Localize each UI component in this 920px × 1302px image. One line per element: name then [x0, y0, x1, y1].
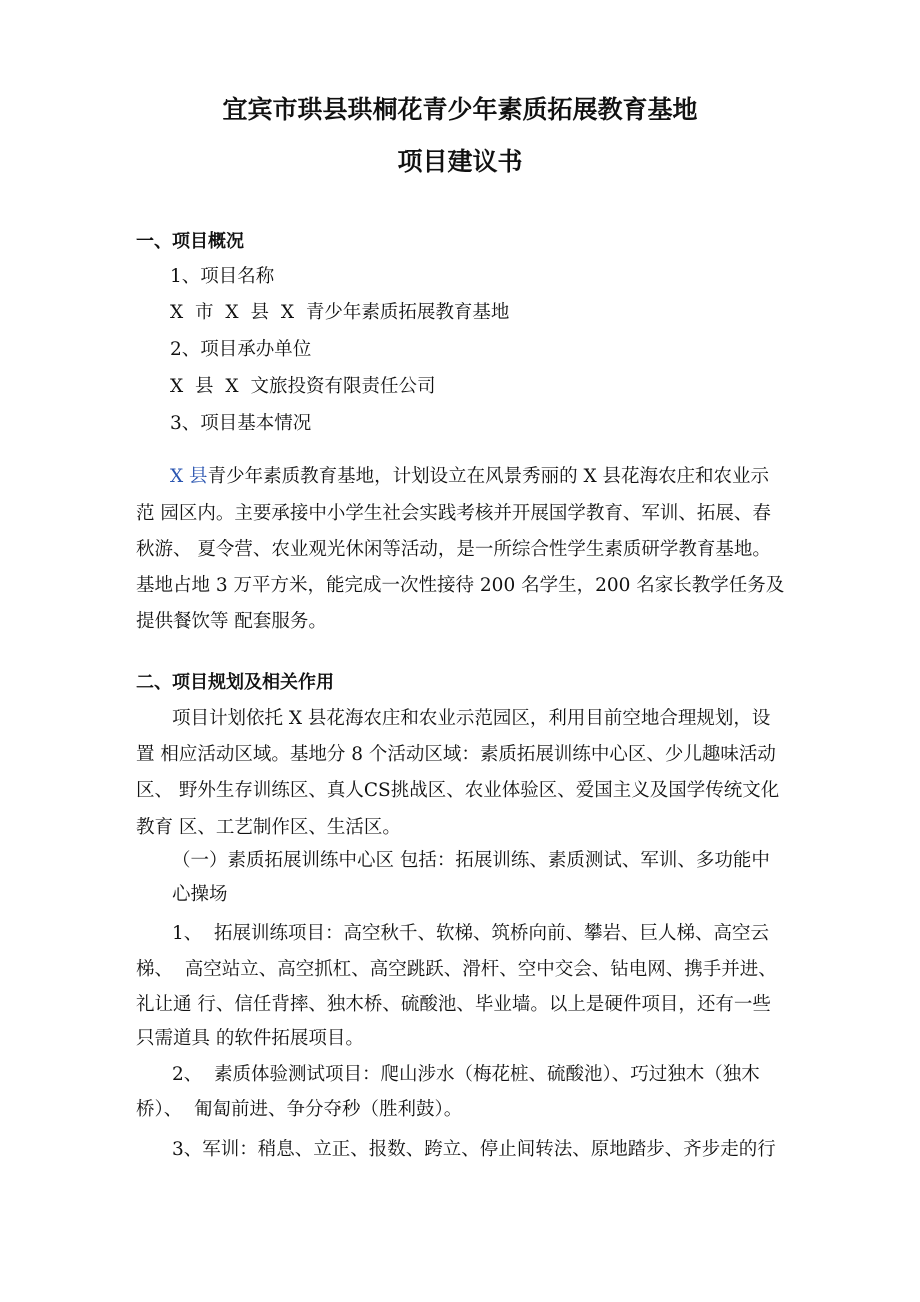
- highlighted-text: X 县: [170, 466, 208, 487]
- paragraph-line: 教育 区、工艺制作区、生活区。: [136, 817, 401, 838]
- item-value: X 市 X 县 X 青少年素质拓展教育基地: [170, 302, 510, 323]
- paragraph-line: 梯、 高空站立、高空抓杠、高空跳跃、滑杆、空中交会、钻电网、携手并进、: [136, 959, 777, 980]
- section-heading: 一、项目概况: [136, 231, 244, 252]
- paragraph-line: 置 相应活动区域。基地分 8 个活动区域：素质拓展训练中心区、少儿趣味活动: [136, 744, 776, 765]
- paragraph-line: 桥）、 匍匐前进、争分夺秒（胜利鼓）。: [136, 1099, 463, 1120]
- section-heading: 二、项目规划及相关作用: [136, 672, 334, 693]
- item-label: 3、项目基本情况: [170, 413, 312, 434]
- paragraph-line: [170, 466, 769, 488]
- item-label: 2、项目承办单位: [170, 339, 312, 360]
- paragraph-line: 礼让通 行、信任背摔、独木桥、硫酸池、毕业墙。以上是硬件项目，还有一些: [136, 994, 771, 1015]
- paragraph-line: 2、 素质体验测试项目：爬山涉水（梅花桩、硫酸池）、巧过独木（独木: [172, 1064, 760, 1085]
- text: 青少年素质教育基地，计划设立在风景秀丽的 X 县花海农庄和农业示: [207, 466, 769, 487]
- paragraph-line: 秋游、 夏令营、农业观光休闲等活动，是一所综合性学生素质研学教育基地。: [136, 539, 771, 560]
- paragraph-line: 1、 拓展训练项目：高空秋千、软梯、筑桥向前、攀岩、巨人梯、高空云: [172, 923, 770, 944]
- item-value: X 县 X 文旅投资有限责任公司: [170, 376, 436, 397]
- paragraph-line: 范 园区内。主要承接中小学生社会实践考核并开展国学教育、军训、拓展、春: [136, 503, 771, 524]
- paragraph-line: 只需道具 的软件拓展项目。: [136, 1028, 364, 1049]
- document-subtitle: 项目建议书: [397, 147, 523, 176]
- subsection-line: 心操场: [172, 884, 228, 905]
- paragraph-line: 3、军训：稍息、立正、报数、跨立、停止间转法、原地踏步、齐步走的行: [172, 1139, 776, 1160]
- paragraph-line: 项目计划依托 X 县花海农庄和农业示范园区，利用目前空地合理规划，设: [172, 708, 771, 729]
- paragraph-line: 基地占地 3 万平方米，能完成一次性接待 200 名学生，200 名家长教学任务及: [136, 575, 785, 596]
- document-title: 宜宾市珙县珙桐花青少年素质拓展教育基地: [222, 95, 698, 124]
- item-label: 1、项目名称: [170, 266, 275, 287]
- paragraph-line: 区、 野外生存训练区、真人CS挑战区、农业体验区、爱国主义及国学传统文化: [136, 780, 780, 801]
- subsection-line: （一）素质拓展训练中心区 包括：拓展训练、素质测试、军训、多功能中: [172, 850, 770, 871]
- paragraph-line: 提供餐饮等 配套服务。: [136, 611, 327, 632]
